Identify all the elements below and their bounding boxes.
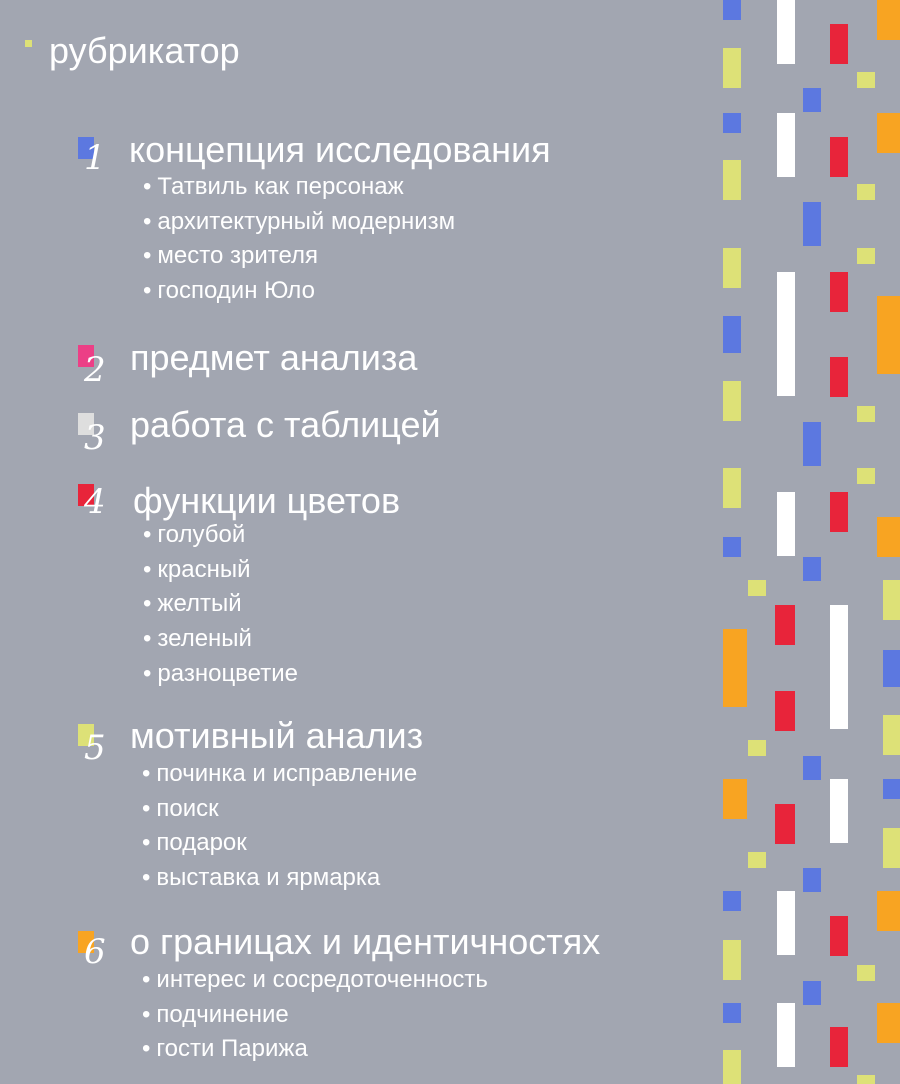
stripe-block (775, 605, 795, 645)
section-1-item-3[interactable]: • место зрителя (143, 239, 455, 274)
stripe-block (830, 492, 848, 532)
stripe-block (723, 779, 747, 819)
section-1-item-4[interactable]: • господин Юло (143, 274, 455, 309)
stripe-block (777, 0, 795, 64)
stripe-block (723, 537, 741, 557)
stripe-block (803, 88, 821, 112)
section-number-2: 2 (84, 350, 106, 390)
stripe-block (877, 113, 900, 153)
stripe-block (883, 580, 900, 620)
stripe-block (803, 202, 821, 246)
stripe-block (775, 691, 795, 731)
stripe-block (877, 891, 900, 931)
stripe-block (830, 779, 848, 843)
stripe-block (803, 868, 821, 892)
section-5-item-4[interactable]: • выставка и ярмарка (142, 861, 417, 896)
stripe-block (723, 891, 741, 911)
stripe-block (830, 24, 848, 64)
stripe-block (883, 828, 900, 868)
stripe-block (748, 852, 766, 868)
stripe-block (830, 357, 848, 397)
section-4-item-5[interactable]: • разноцветие (143, 657, 298, 692)
stripe-block (748, 580, 766, 596)
section-heading-5[interactable]: мотивный анализ (130, 715, 424, 756)
stripe-block (723, 629, 747, 707)
section-6-item-3[interactable]: • гости Парижа (142, 1032, 488, 1067)
stripe-block (877, 0, 900, 40)
stripe-block (723, 248, 741, 288)
section-5-item-1[interactable]: • починка и исправление (142, 757, 417, 792)
section-6-item-2[interactable]: • подчинение (142, 998, 488, 1033)
stripe-block (830, 605, 848, 729)
stripe-block (777, 492, 795, 556)
section-heading-6[interactable]: о границах и идентичностях (130, 921, 601, 962)
stripe-block (723, 48, 741, 88)
section-1-item-1[interactable]: • Татвиль как персонаж (143, 170, 455, 205)
stripe-block (775, 804, 795, 844)
section-list-5 (142, 757, 417, 896)
stripe-block (803, 422, 821, 466)
section-number-6: 6 (84, 932, 106, 972)
section-list-1 (143, 170, 455, 309)
section-number-1: 1 (84, 138, 106, 178)
stripe-block (830, 272, 848, 312)
section-4-item-4[interactable]: • зеленый (143, 622, 298, 657)
stripe-block (857, 406, 875, 422)
section-heading-2[interactable]: предмет анализа (130, 337, 418, 378)
section-4-item-2[interactable]: • красный (143, 553, 298, 588)
stripe-block (883, 779, 900, 799)
stripe-block (857, 248, 875, 264)
stripe-block (877, 296, 900, 374)
stripe-block (803, 756, 821, 780)
stripe-block (723, 468, 741, 508)
stripe-block (723, 381, 741, 421)
stripe-block (723, 940, 741, 980)
stripe-block (723, 113, 741, 133)
section-1-item-2[interactable]: • архитектурный модернизм (143, 205, 455, 240)
stripe-block (857, 72, 875, 88)
stripe-block (803, 557, 821, 581)
stripe-block (857, 1075, 875, 1084)
stripe-block (857, 184, 875, 200)
section-4-item-1[interactable]: • голубой (143, 518, 298, 553)
section-list-4 (143, 518, 298, 692)
page-title: рубрикатор (49, 30, 240, 71)
stripe-block (830, 1027, 848, 1067)
title-marker (25, 40, 32, 47)
section-number-4: 4 (84, 482, 106, 522)
decorative-stripes (700, 0, 900, 1084)
stripe-block (877, 517, 900, 557)
stripe-block (857, 965, 875, 981)
stripe-block (877, 1003, 900, 1043)
stripe-block (777, 272, 795, 396)
stripe-block (723, 1050, 741, 1084)
section-heading-4[interactable]: функции цветов (133, 480, 401, 521)
section-6-item-1[interactable]: • интерес и сосредоточенность (142, 963, 488, 998)
section-number-3: 3 (84, 418, 106, 458)
stripe-block (723, 160, 741, 200)
section-heading-1[interactable]: концепция исследования (129, 129, 551, 170)
stripe-block (830, 137, 848, 177)
section-5-item-2[interactable]: • поиск (142, 792, 417, 827)
section-4-item-3[interactable]: • желтый (143, 587, 298, 622)
stripe-block (777, 891, 795, 955)
stripe-block (723, 0, 741, 20)
stripe-block (803, 981, 821, 1005)
section-heading-3[interactable]: работа с таблицей (130, 404, 441, 445)
stripe-block (883, 715, 900, 755)
stripe-block (723, 316, 741, 353)
stripe-block (883, 650, 900, 687)
section-5-item-3[interactable]: • подарок (142, 826, 417, 861)
stripe-block (777, 1003, 795, 1067)
section-list-6 (142, 963, 488, 1067)
stripe-block (723, 1003, 741, 1023)
section-number-5: 5 (84, 728, 106, 768)
stripe-block (748, 740, 766, 756)
stripe-block (830, 916, 848, 956)
stripe-block (777, 113, 795, 177)
stripe-block (857, 468, 875, 484)
